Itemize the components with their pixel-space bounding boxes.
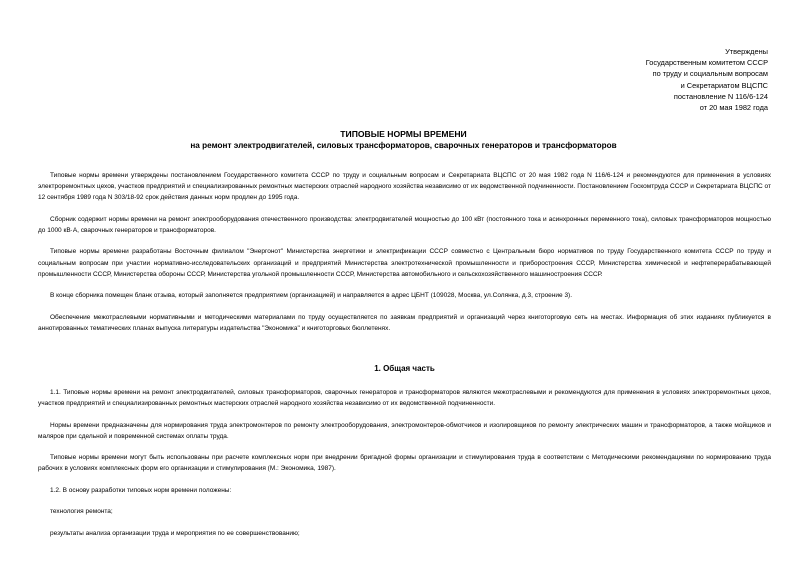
section-paragraph: 1.1. Типовые нормы времени на ремонт электродвигателей, силовых трансформаторов, сварочных генераторов и трансформаторов являются межотраслевыми и рекомендуются для применения в условиях электроремонтных цехов, участков предприятий и специализированных ремонтных мастерских отраслей народного хозяйства независимо от их ведомственной подчиненности. xyxy=(38,388,771,408)
document-title: ТИПОВЫЕ НОРМЫ ВРЕМЕНИ xyxy=(340,129,467,139)
section-paragraph: технология ремонта; xyxy=(50,508,113,516)
section-paragraph: Нормы времени предназначены для нормирования труда электромонтеров по ремонту электрооборудования, электромонтеров-обмотчиков и изолировщиков по ремонту электрических машин и трансформаторов, а также мойщиков и маляров при сдельной и повременной системах оплаты труда. xyxy=(38,421,771,440)
document-subtitle: на ремонт электродвигателей, силовых трансформаторов, сварочных генераторов и трансформаторов xyxy=(190,141,617,150)
approval-line: Государственным комитетом СССР xyxy=(645,58,768,68)
approval-block xyxy=(646,46,768,113)
intro-paragraph: В конце сборника помещен бланк отзыва, который заполняется предприятием (организацией) и направляется в адрес ЦБНТ (109028, Москва, ул.Солянка, д.3, строение 3). xyxy=(50,292,573,300)
section-paragraph: результаты анализа организации труда и мероприятия по ее совершенствованию; xyxy=(50,529,300,537)
intro-paragraph: Типовые нормы времени разработаны Восточным филиалом "Энергонот" Министерства энергетики и электрификации СССР совместно с Центральным бюро нормативов по труду Государственного комитета СССР по труду и социальным вопросам при участии нормативно-исследовательских организаций и предприятий Министерства электротехнической промышленности и приборостроения СССР, Министерства химической и нефтеперерабатывающей промышленности СССР, Министерства обороны СССР, Министерства угольной промышленности СССР, Министерства автомобильного и сельскохозяйственного машиностроения СССР. xyxy=(38,248,771,278)
document-body xyxy=(38,170,771,549)
approval-line: постановление N 116/6-124 xyxy=(673,91,768,101)
approval-line: Утверждены xyxy=(725,47,768,56)
intro-paragraph: Типовые нормы времени утверждены постановлением Государственного комитета СССР по труду и социальным вопросам и Секретариата ВЦСПС от 20 мая 1982 года N 116/6-124 и рекомендуются для применения в условиях электроремонтных цехов, участков предприятий и специализированных ремонтных мастерских отраслей народного хозяйства независимо от их ведомственной подчиненности. Постановлением Госкомтруда СССР и Секретариата ВЦСПС от 12 сентября 1989 года N 303/18-92 срок действия данных норм продлен до 1995 года. xyxy=(38,172,771,202)
approval-line: от 20 мая 1982 года xyxy=(699,103,768,113)
intro-paragraph: Сборник содержит нормы времени на ремонт электрооборудования отечественного производства: электродвигателей мощностью до 100 кВт (постоянного тока и асинхронных переменного тока), силовых трансформаторов мощностью до 1000 кВ·А, сварочных генераторов и трансформаторов. xyxy=(38,215,771,234)
section-paragraph: 1.2. В основу разработки типовых норм времени положены: xyxy=(50,486,232,494)
approval-line: по труду и социальным вопросам xyxy=(652,69,768,79)
section-title: 1. Общая часть xyxy=(374,363,435,373)
approval-line: и Секретариатом ВЦСПС xyxy=(680,80,768,90)
intro-paragraph: Обеспечение межотраслевыми нормативными и методическими материалами по труду осуществляется по заявкам предприятий и организаций через книготорговую сеть на местах. Информация об этих изданиях публикуется в аннотированных тематических планах выпуска литературы издательства "Экономика" и книготорговых бюллетенях. xyxy=(38,313,771,332)
section-paragraph: Типовые нормы времени могут быть использованы при расчете комплексных норм при внедрении бригадной формы организации и стимулирования труда в соответствии с Методическими рекомендациями по нормированию труда рабочих в условиях комплексных форм его организации и стимулирования (М.: Экономика, 1987). xyxy=(38,454,771,473)
title-block xyxy=(0,128,807,152)
